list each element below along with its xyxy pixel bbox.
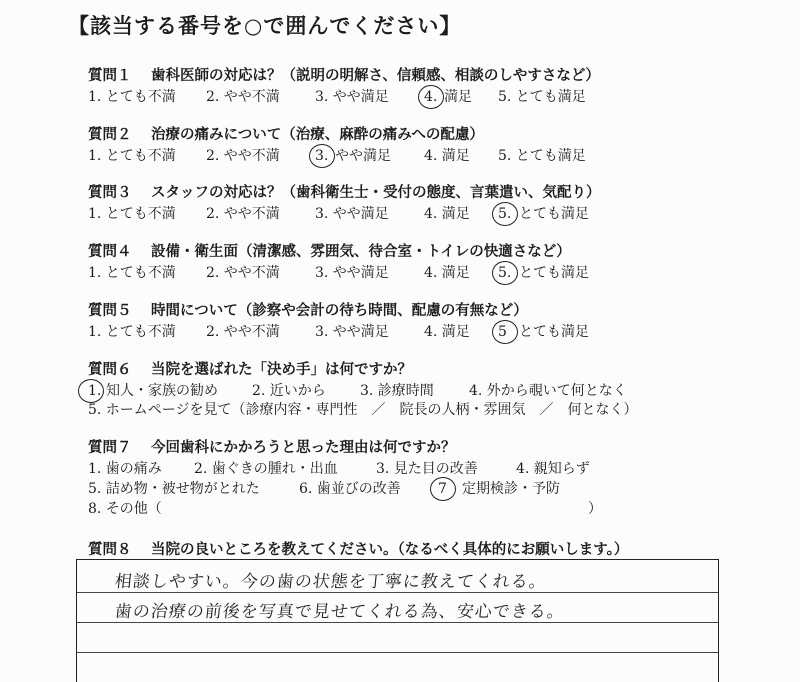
option-3[interactable]: 3. 診療時間 [360,383,434,399]
question-number: 質問１ [88,67,132,84]
option-number: 1. [88,383,102,399]
question-text: 当院を選ばれた「決め手」は何ですか？ [151,361,412,378]
option-7-label: 定期検診・予防 [462,481,560,497]
option-1[interactable]: 1. とても不満 [88,206,176,222]
option-2[interactable]: 2. 歯ぐきの腫れ・出血 [194,461,338,477]
question-text: 時間について（診察や会計の待ち時間、配慮の有無など） [151,302,528,319]
question-number: 質問６ [88,361,132,378]
ruled-line [77,652,718,653]
option-5-label: とても満足 [519,324,589,340]
option-1-selected[interactable] [88,382,101,400]
selection-circle-icon [492,202,518,226]
option-6[interactable]: 6. 歯並びの改善 [299,481,401,497]
selection-circle-icon [309,144,335,168]
option-4-selected[interactable] [424,88,437,106]
option-5-label: とても満足 [519,265,589,281]
question-7-title [88,439,456,457]
option-2[interactable]: 2. 近いから [252,383,326,399]
option-2[interactable]: 2. やや不満 [206,89,280,105]
ruled-line [77,592,718,593]
option-3[interactable]: 3. やや満足 [315,324,389,340]
option-5-selected[interactable] [498,264,511,282]
option-4[interactable]: 4. 外から覗いて何となく [469,383,627,399]
question-6-title [88,361,412,379]
option-3-label: やや満足 [335,148,391,164]
option-1[interactable]: 1. とても不満 [88,89,176,105]
question-text: 設備・衛生面（清潔感、雰囲気、待合室・トイレの快適さなど） [151,243,571,260]
option-3[interactable]: 3. やや満足 [315,265,389,281]
option-number: 5. [498,206,512,222]
option-5[interactable]: 5. 詰め物・被せ物がとれた [88,481,260,497]
question-number: 質問７ [88,439,132,456]
selection-circle-icon [430,477,456,501]
option-number: 4. [424,89,438,105]
option-1[interactable]: 1. とても不満 [88,324,176,340]
option-1-label: 知人・家族の勧め [106,383,218,399]
option-8-close-paren: ） [588,501,602,517]
question-text: 当院の良いところを教えてください。（なるべく具体的にお願いします。） [151,541,629,558]
selection-circle-icon [492,320,518,344]
question-1-title [88,67,600,85]
option-5-selected[interactable] [498,205,511,223]
option-4[interactable]: 4. 満足 [424,324,470,340]
option-2[interactable]: 2. やや不満 [206,265,280,281]
form-heading: 【該当する番号を○で囲んでください】 [68,13,462,38]
question-number: 質問８ [88,541,132,558]
option-number: 5. [498,265,512,281]
option-4-label: 満足 [444,89,472,105]
ruled-line [77,622,718,623]
option-2[interactable]: 2. やや不満 [206,148,280,164]
option-3[interactable]: 3. やや満足 [315,89,389,105]
option-5[interactable]: 5. とても満足 [498,89,586,105]
option-5[interactable]: 5. とても満足 [498,148,586,164]
question-text: 歯科医師の対応は？（説明の明解さ、信頼感、相談のしやすさなど） [151,67,600,84]
option-number: 5 [498,324,507,340]
option-3[interactable]: 3. 見た目の改善 [376,461,478,477]
option-5-label: とても満足 [519,206,589,222]
question-4-title [88,243,571,261]
option-5[interactable]: 5. ホームページを見て（診療内容・専門性 ／ 院長の人柄・雰囲気 ／ 何となく） [88,402,638,418]
question-8-title [88,541,628,559]
question-2-title [88,126,484,144]
option-2[interactable]: 2. やや不満 [206,324,280,340]
option-7-selected[interactable] [438,480,447,498]
option-1[interactable]: 1. 歯の痛み [88,461,162,477]
option-4[interactable]: 4. 満足 [424,148,470,164]
question-5-title [88,302,528,320]
option-4[interactable]: 4. 満足 [424,206,470,222]
handwritten-answer-line-1: 相談しやすい。今の歯の状態を丁寧に教えてくれる。 [113,572,548,592]
question-text: 治療の痛みについて（治療、麻酔の痛みへの配慮） [151,126,484,143]
question-number: 質問４ [88,243,132,260]
question-number: 質問３ [88,184,132,201]
option-1[interactable]: 1. とても不満 [88,148,176,164]
option-1[interactable]: 1. とても不満 [88,265,176,281]
option-5-selected[interactable] [498,323,507,341]
option-4[interactable]: 4. 親知らず [516,461,590,477]
option-number: 3. [315,148,329,164]
selection-circle-icon [418,85,444,109]
selection-circle-icon [492,261,518,285]
answer-box[interactable] [76,559,719,682]
option-3[interactable]: 3. やや満足 [315,206,389,222]
question-text: スタッフの対応は？（歯科衛生士・受付の態度、言葉遣い、気配り） [151,184,601,201]
option-2[interactable]: 2. やや不満 [206,206,280,222]
option-8[interactable]: 8. その他（ [88,501,162,517]
question-text: 今回歯科にかかろうと思った理由は何ですか？ [151,439,456,456]
selection-circle-icon [78,379,104,403]
question-number: 質問２ [88,126,132,143]
option-number: 7 [438,481,447,497]
option-3-selected[interactable] [315,147,328,165]
question-3-title [88,184,601,202]
question-number: 質問５ [88,302,132,319]
handwritten-answer-line-2: 歯の治療の前後を写真で見せてくれる為、安心できる。 [113,602,566,622]
option-4[interactable]: 4. 満足 [424,265,470,281]
